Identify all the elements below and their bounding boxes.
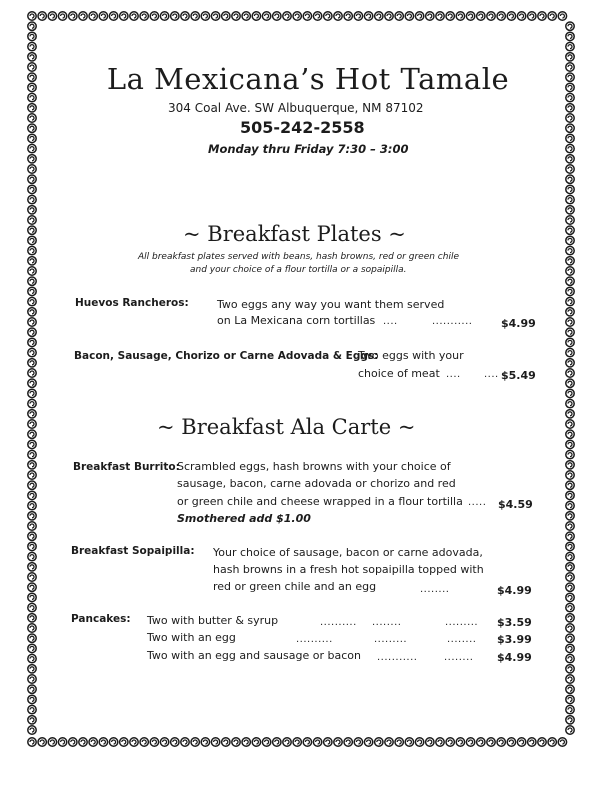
swirl-icon [436, 12, 444, 20]
swirl-icon [446, 738, 454, 746]
swirl-icon [566, 644, 574, 652]
swirl-icon [517, 738, 525, 746]
swirl-icon [313, 738, 321, 746]
swirl-icon [28, 461, 36, 469]
swirl-icon [28, 573, 36, 581]
pancake-option-desc: Two with butter & syrup [147, 614, 279, 627]
huevos-rancheros-price: $4.99 [501, 317, 536, 330]
swirl-icon [28, 185, 36, 193]
swirl-icon [566, 573, 574, 581]
ala-carte-heading: ~ Breakfast Ala Carte ~ [157, 415, 416, 439]
swirl-icon [120, 12, 128, 20]
swirl-icon [28, 277, 36, 285]
swirl-icon [252, 738, 260, 746]
swirl-icon [344, 738, 352, 746]
dotted-leader: ........ [420, 584, 450, 595]
swirl-icon [497, 738, 505, 746]
swirl-icon [28, 593, 36, 601]
swirl-icon [150, 738, 158, 746]
swirl-icon [273, 738, 281, 746]
swirl-icon [566, 369, 574, 377]
swirl-icon [242, 738, 250, 746]
swirl-icon [487, 738, 495, 746]
burrito-smothered-extra: Smothered add $1.00 [177, 512, 311, 525]
swirl-icon [354, 738, 362, 746]
breakfast-plates-note-line2: and your choice of a flour tortilla or a sopaipilla. [190, 265, 407, 275]
swirl-icon [28, 318, 36, 326]
dotted-leader: ........ [372, 617, 402, 628]
swirl-icon [566, 430, 574, 438]
swirl-icon [181, 12, 189, 20]
swirl-icon [28, 430, 36, 438]
swirl-icon [171, 738, 179, 746]
swirl-icon [283, 738, 291, 746]
swirl-icon [566, 552, 574, 560]
swirl-icon [538, 738, 546, 746]
swirl-icon [28, 501, 36, 509]
swirl-icon [395, 12, 403, 20]
swirl-icon [48, 12, 56, 20]
swirl-icon [566, 226, 574, 234]
swirl-icon [566, 593, 574, 601]
swirl-icon [566, 624, 574, 632]
breakfast-sopaipilla-line1: Your choice of sausage, bacon or carne adovada, [213, 546, 483, 559]
dotted-leader: ........ [444, 652, 474, 663]
dotted-leader: .... [383, 316, 398, 327]
swirl-icon [466, 12, 474, 20]
breakfast-plates-heading: ~ Breakfast Plates ~ [183, 222, 406, 246]
swirl-icon [79, 12, 87, 20]
swirl-icon [354, 12, 362, 20]
swirl-icon [160, 12, 168, 20]
swirl-icon [28, 379, 36, 387]
swirl-icon [28, 216, 36, 224]
breakfast-sopaipilla-line2: hash browns in a fresh hot sopaipilla topped with [213, 563, 484, 576]
swirl-icon [28, 471, 36, 479]
swirl-icon [566, 175, 574, 183]
swirl-icon [566, 277, 574, 285]
swirl-icon [120, 738, 128, 746]
swirl-icon [150, 12, 158, 20]
swirl-icon [28, 665, 36, 673]
huevos-rancheros-desc-line2: on La Mexicana corn tortillas [217, 314, 376, 327]
meat-and-eggs-desc-line2: choice of meat [358, 367, 440, 380]
restaurant-hours: Monday thru Friday 7:30 – 3:00 [208, 142, 409, 156]
swirl-icon [211, 738, 219, 746]
swirl-icon [28, 440, 36, 448]
swirl-icon [28, 450, 36, 458]
dotted-leader: .... [484, 369, 499, 380]
swirl-icon [28, 267, 36, 275]
swirl-icon [566, 216, 574, 224]
swirl-icon [566, 236, 574, 244]
swirl-icon [566, 705, 574, 713]
swirl-icon [375, 738, 383, 746]
swirl-icon [566, 206, 574, 214]
swirl-icon [566, 155, 574, 163]
swirl-icon [566, 257, 574, 265]
swirl-icon [293, 12, 301, 20]
swirl-icon [28, 634, 36, 642]
swirl-icon [28, 491, 36, 499]
swirl-icon [28, 695, 36, 703]
swirl-icon [28, 654, 36, 662]
swirl-icon [487, 12, 495, 20]
breakfast-burrito-line2: sausage, bacon, carne adovada or chorizo and red [177, 477, 456, 490]
breakfast-burrito-price: $4.59 [498, 498, 533, 511]
swirl-icon [79, 738, 87, 746]
swirl-icon [28, 104, 36, 112]
swirl-icon [28, 12, 36, 20]
swirl-icon [566, 165, 574, 173]
swirl-icon [566, 461, 574, 469]
swirl-icon [507, 12, 515, 20]
swirl-icon [58, 738, 66, 746]
swirl-icon [28, 308, 36, 316]
swirl-icon [566, 389, 574, 397]
swirl-icon [426, 12, 434, 20]
swirl-icon [28, 614, 36, 622]
swirl-icon [426, 738, 434, 746]
swirl-icon [558, 738, 566, 746]
breakfast-burrito-name: Breakfast Burrito: [73, 461, 180, 473]
swirl-icon [160, 738, 168, 746]
swirl-icon [497, 12, 505, 20]
swirl-icon [69, 738, 77, 746]
swirl-icon [566, 399, 574, 407]
swirl-icon [385, 12, 393, 20]
dotted-leader: ......... [374, 634, 408, 645]
swirl-icon [58, 12, 66, 20]
dotted-leader: ........... [377, 652, 418, 663]
restaurant-phone: 505-242-2558 [240, 118, 365, 137]
swirl-icon [28, 705, 36, 713]
swirl-icon [566, 471, 574, 479]
swirl-icon [140, 12, 148, 20]
swirl-icon [375, 12, 383, 20]
swirl-icon [566, 491, 574, 499]
swirl-icon [566, 563, 574, 571]
swirl-icon [566, 695, 574, 703]
swirl-icon [28, 624, 36, 632]
dotted-leader: .......... [320, 617, 357, 628]
swirl-icon [28, 583, 36, 591]
swirl-icon [242, 12, 250, 20]
swirl-icon [566, 410, 574, 418]
swirl-icon [566, 512, 574, 520]
swirl-icon [566, 246, 574, 254]
swirl-icon [140, 738, 148, 746]
dotted-leader: ......... [445, 617, 479, 628]
swirl-icon [566, 297, 574, 305]
swirl-icon [28, 175, 36, 183]
swirl-icon [211, 12, 219, 20]
swirl-icon [528, 12, 536, 20]
restaurant-name: La Mexicana’s Hot Tamale [106, 62, 510, 96]
swirl-icon [28, 348, 36, 356]
swirl-icon [28, 22, 36, 30]
swirl-icon [566, 542, 574, 550]
swirl-icon [566, 603, 574, 611]
swirl-icon [566, 22, 574, 30]
swirl-icon [222, 12, 230, 20]
swirl-icon [507, 738, 515, 746]
pancake-option-price: $3.99 [497, 633, 532, 646]
swirl-icon [232, 12, 240, 20]
swirl-icon [566, 287, 574, 295]
swirl-icon [28, 542, 36, 550]
swirl-icon [38, 12, 46, 20]
swirl-icon [566, 501, 574, 509]
swirl-icon [28, 236, 36, 244]
swirl-icon [466, 738, 474, 746]
dotted-leader: ..... [468, 497, 487, 508]
swirl-icon [99, 12, 107, 20]
swirl-icon [28, 297, 36, 305]
swirl-icon [566, 726, 574, 734]
swirl-icon [130, 738, 138, 746]
swirl-icon [566, 267, 574, 275]
swirl-icon [69, 12, 77, 20]
swirl-icon [28, 42, 36, 50]
swirl-icon [28, 675, 36, 683]
swirl-icon [28, 206, 36, 214]
swirl-icon [324, 12, 332, 20]
swirl-icon [28, 165, 36, 173]
swirl-icon [109, 738, 117, 746]
swirl-icon [201, 738, 209, 746]
swirl-icon [191, 12, 199, 20]
meat-and-eggs-desc-line1: Two eggs with your [358, 349, 464, 362]
swirl-icon [566, 716, 574, 724]
swirl-icon [528, 738, 536, 746]
swirl-icon [364, 12, 372, 20]
swirl-icon [28, 124, 36, 132]
swirl-icon [566, 522, 574, 530]
swirl-icon [89, 12, 97, 20]
dotted-leader: ........... [432, 316, 473, 327]
swirl-icon [566, 42, 574, 50]
breakfast-plates-note-line1: All breakfast plates served with beans, hash browns, red or green chile [138, 252, 459, 262]
swirl-icon [364, 738, 372, 746]
swirl-icon [293, 738, 301, 746]
swirl-icon [48, 738, 56, 746]
swirl-icon [566, 685, 574, 693]
swirl-icon [252, 12, 260, 20]
swirl-icon [566, 308, 574, 316]
swirl-icon [566, 195, 574, 203]
swirl-icon [566, 532, 574, 540]
swirl-icon [385, 738, 393, 746]
swirl-icon [222, 738, 230, 746]
swirl-icon [566, 481, 574, 489]
swirl-icon [28, 144, 36, 152]
swirl-icon [28, 195, 36, 203]
swirl-icon [28, 338, 36, 346]
pancake-option-price: $4.99 [497, 651, 532, 664]
breakfast-sopaipilla-price: $4.99 [497, 584, 532, 597]
swirl-icon [566, 32, 574, 40]
swirl-icon [566, 614, 574, 622]
swirl-icon [344, 12, 352, 20]
dotted-leader: .... [446, 369, 461, 380]
swirl-icon [28, 134, 36, 142]
swirl-icon [28, 389, 36, 397]
swirl-icon [28, 369, 36, 377]
swirl-icon [38, 738, 46, 746]
swirl-icon [548, 12, 556, 20]
swirl-icon [28, 563, 36, 571]
swirl-icon [566, 328, 574, 336]
swirl-icon [566, 104, 574, 112]
swirl-icon [548, 738, 556, 746]
swirl-icon [517, 12, 525, 20]
swirl-icon [566, 654, 574, 662]
swirl-icon [28, 522, 36, 530]
swirl-icon [456, 12, 464, 20]
swirl-icon [477, 738, 485, 746]
swirl-icon [566, 144, 574, 152]
swirl-icon [130, 12, 138, 20]
swirl-icon [313, 12, 321, 20]
swirl-icon [415, 738, 423, 746]
swirl-icon [28, 399, 36, 407]
swirl-icon [436, 738, 444, 746]
swirl-icon [405, 12, 413, 20]
swirl-icon [28, 32, 36, 40]
swirl-icon [566, 583, 574, 591]
swirl-icon [28, 420, 36, 428]
pancakes-name: Pancakes: [71, 613, 131, 625]
breakfast-sopaipilla-line3: red or green chile and an egg [213, 580, 377, 593]
swirl-icon [283, 12, 291, 20]
swirl-icon [262, 738, 270, 746]
swirl-icon [566, 338, 574, 346]
swirl-icon [566, 440, 574, 448]
swirl-icon [566, 185, 574, 193]
swirl-icon [566, 53, 574, 61]
swirl-icon [324, 738, 332, 746]
swirl-icon [28, 481, 36, 489]
swirl-icon [99, 738, 107, 746]
huevos-rancheros-desc-line1: Two eggs any way you want them served [217, 298, 445, 311]
swirl-icon [28, 114, 36, 122]
swirl-icon [566, 318, 574, 326]
swirl-icon [303, 12, 311, 20]
breakfast-burrito-line3: or green chile and cheese wrapped in a flour tortilla [177, 495, 463, 508]
huevos-rancheros-name: Huevos Rancheros: [75, 297, 189, 309]
swirl-icon [477, 12, 485, 20]
swirl-icon [28, 685, 36, 693]
swirl-icon [566, 665, 574, 673]
swirl-icon [28, 716, 36, 724]
swirl-icon [28, 246, 36, 254]
swirl-icon [415, 12, 423, 20]
swirl-icon [566, 379, 574, 387]
swirl-icon [262, 12, 270, 20]
breakfast-sopaipilla-name: Breakfast Sopaipilla: [71, 545, 195, 557]
swirl-icon [232, 738, 240, 746]
swirl-icon [28, 257, 36, 265]
swirl-icon [28, 287, 36, 295]
swirl-icon [395, 738, 403, 746]
swirl-icon [456, 738, 464, 746]
dotted-leader: .......... [296, 634, 333, 645]
swirl-icon [28, 53, 36, 61]
meat-and-eggs-price: $5.49 [501, 369, 536, 382]
swirl-icon [28, 603, 36, 611]
swirl-icon [109, 12, 117, 20]
swirl-icon [558, 12, 566, 20]
swirl-icon [28, 644, 36, 652]
swirl-icon [538, 12, 546, 20]
swirl-icon [28, 155, 36, 163]
swirl-icon [28, 726, 36, 734]
pancake-option-desc: Two with an egg [147, 631, 236, 644]
swirl-icon [446, 12, 454, 20]
swirl-icon [28, 328, 36, 336]
swirl-icon [201, 12, 209, 20]
pancake-option-desc: Two with an egg and sausage or bacon [147, 649, 361, 662]
swirl-icon [28, 226, 36, 234]
swirl-icon [303, 738, 311, 746]
swirl-icon [181, 738, 189, 746]
swirl-icon [334, 12, 342, 20]
swirl-icon [566, 675, 574, 683]
swirl-icon [28, 532, 36, 540]
swirl-icon [28, 410, 36, 418]
swirl-icon [566, 450, 574, 458]
dotted-leader: ........ [447, 634, 477, 645]
swirl-icon [566, 634, 574, 642]
swirl-icon [191, 738, 199, 746]
swirl-icon [566, 124, 574, 132]
restaurant-address: 304 Coal Ave. SW Albuquerque, NM 87102 [168, 101, 424, 115]
swirl-icon [566, 420, 574, 428]
swirl-icon [566, 359, 574, 367]
swirl-icon [89, 738, 97, 746]
swirl-icon [171, 12, 179, 20]
swirl-icon [566, 134, 574, 142]
swirl-icon [566, 114, 574, 122]
breakfast-burrito-line1: Scrambled eggs, hash browns with your choice of [177, 460, 451, 473]
swirl-icon [28, 359, 36, 367]
swirl-icon [28, 738, 36, 746]
pancake-option-price: $3.59 [497, 616, 532, 629]
meat-and-eggs-name: Bacon, Sausage, Chorizo or Carne Adovada & Eggs: [74, 350, 379, 362]
swirl-icon [28, 512, 36, 520]
swirl-icon [273, 12, 281, 20]
swirl-icon [334, 738, 342, 746]
swirl-icon [566, 348, 574, 356]
swirl-icon [405, 738, 413, 746]
swirl-icon [28, 552, 36, 560]
